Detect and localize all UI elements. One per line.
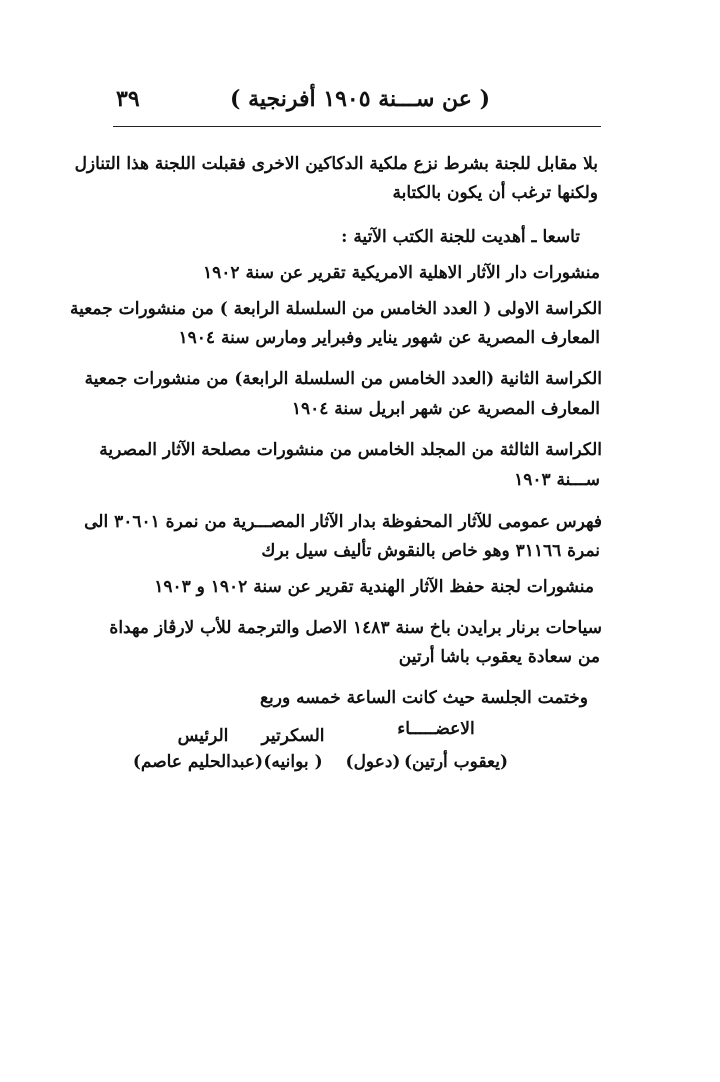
- body-line: ولكنها ترغب أن يكون بالكتابة: [392, 183, 598, 203]
- body-line: نمرة ٣١١٦٦ وهو خاص بالنقوش تأليف سيل برك: [261, 541, 600, 561]
- body-line: سياحات برنار برايدن باخ سنة ١٤٨٣ الاصل والترجمة للأب لارڤاز مهداة: [109, 618, 602, 638]
- page-number: ٣٩: [116, 86, 140, 112]
- header-rule: [113, 126, 601, 127]
- body-line: منشورات دار الآثار الاهلية الامريكية تقرير عن سنة ١٩٠٢: [203, 263, 600, 283]
- body-line: منشورات لجنة حفظ الآثار الهندية تقرير عن سنة ١٩٠٢ و ١٩٠٣: [154, 577, 594, 597]
- body-line: وختمت الجلسة حيث كانت الساعة خمسه وربع: [259, 688, 588, 708]
- body-line: فهرس عمومى للآثار المحفوظة بدار الآثار المصـــرية من نمرة ٣٠٦٠١ الى: [84, 512, 602, 532]
- body-line: بلا مقابل للجنة بشرط نزع ملكية الدكاكين الاخرى فقبلت اللجنة هذا التنازل: [74, 154, 598, 174]
- signature-name: ( بوانيه): [263, 752, 323, 772]
- body-line: المعارف المصرية عن شهر ابريل سنة ١٩٠٤: [291, 399, 600, 419]
- body-line: الكراسة الثالثة من المجلد الخامس من منشورات مصلحة الآثار المصرية: [99, 440, 602, 460]
- body-line: من سعادة يعقوب باشا أرتين: [398, 647, 600, 667]
- body-line: تاسعا ـ أهديت للجنة الكتب الآتية :: [341, 227, 580, 247]
- body-line: الكراسة الثانية (العدد الخامس من السلسلة الرابعة) من منشورات جمعية: [84, 369, 602, 389]
- body-line: المعارف المصرية عن شهور يناير وفبراير ومارس سنة ١٩٠٤: [178, 328, 600, 348]
- body-line: ســـنة ١٩٠٣: [514, 470, 600, 490]
- signature-name: (يعقوب أرتين): [403, 752, 509, 772]
- running-header-title: ( عن ســـنة ١٩٠٥ أفرنجية ): [230, 86, 490, 112]
- signature-title-members: الاعضـــــاء: [397, 719, 475, 739]
- signature-name: (دعول): [345, 752, 401, 772]
- signature-title-secretary: السكرتير: [261, 726, 325, 746]
- body-line: الكراسة الاولى ( العدد الخامس من السلسلة الرابعة ) من منشورات جمعية: [69, 299, 602, 319]
- signature-title-president: الرئيس: [177, 726, 229, 746]
- signature-name: (عبدالحليم عاصم): [132, 752, 264, 772]
